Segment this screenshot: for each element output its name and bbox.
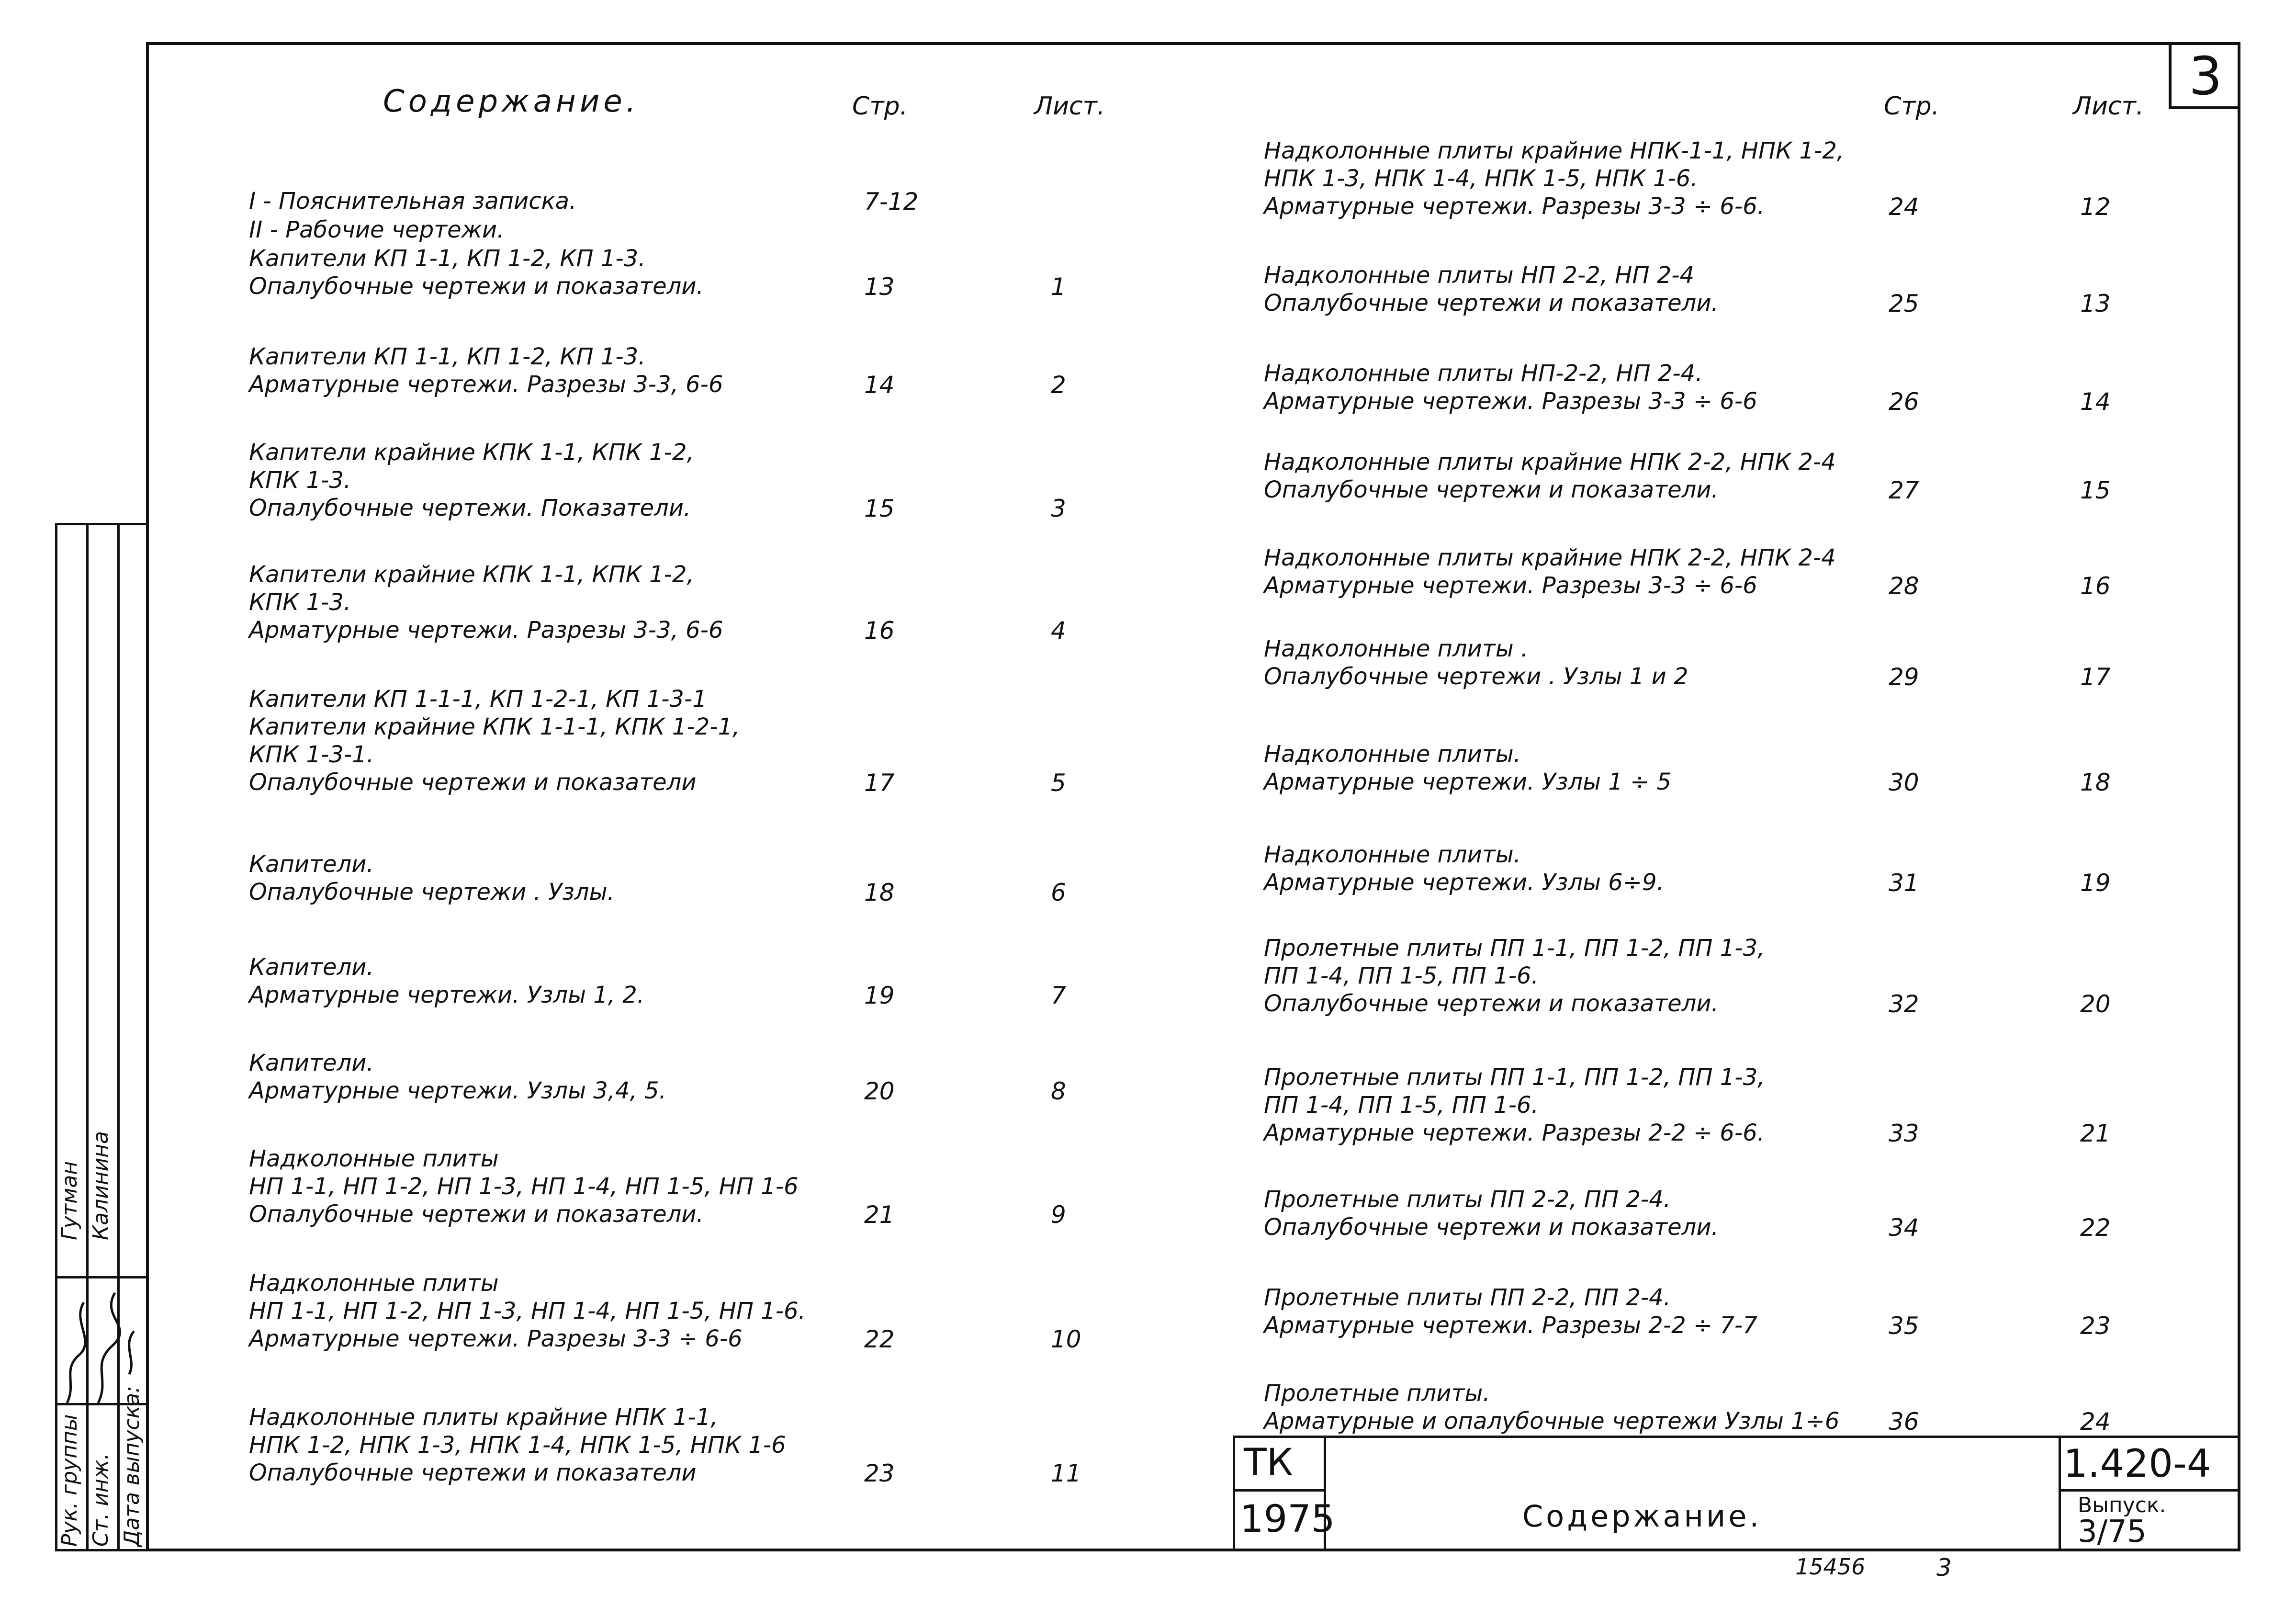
right-entry-3-line-1: Опалубочные чертежи и показатели. <box>1264 476 1719 503</box>
sheet-number: 3 <box>2189 45 2222 107</box>
stamp-divider-left <box>1233 1436 1235 1551</box>
right-entry-8-line-1: ПП 1-4, ПП 1-5, ПП 1-6. <box>1264 962 1539 989</box>
left-entry-10-line-1: НП 1-1, НП 1-2, НП 1-3, НП 1-4, НП 1-5, НП 1-6 <box>249 1173 799 1200</box>
left-entry-5-sheet: 4 <box>1051 617 1066 645</box>
right-entry-12-page: 36 <box>1889 1408 1919 1436</box>
left-entry-7-line-1: Опалубочные чертежи . Узлы. <box>249 879 615 905</box>
side-table-name-2: Калинина <box>89 1131 113 1240</box>
left-entry-3-page: 14 <box>864 371 895 399</box>
left-col-sheet-header: Лист. <box>1034 92 1105 121</box>
side-table-name-1: Гутман <box>57 1161 82 1240</box>
left-entry-3-line-0: Капители КП 1-1, КП 1-2, КП 1-3. <box>249 343 646 370</box>
right-entry-7-line-1: Арматурные чертежи. Узлы 6÷9. <box>1264 869 1664 896</box>
right-entry-9-sheet: 21 <box>2080 1120 2111 1147</box>
stamp-year: 1975 <box>1240 1498 1335 1541</box>
left-entry-10-line-0: Надколонные плиты <box>249 1145 499 1172</box>
right-entry-8-page: 32 <box>1889 990 1919 1018</box>
left-entry-8-line-0: Капители. <box>249 954 374 981</box>
left-entry-7-line-0: Капители. <box>249 851 374 878</box>
left-entry-5-page: 16 <box>864 617 895 645</box>
left-entry-4-line-1: КПК 1-3. <box>249 467 351 494</box>
right-entry-11-line-0: Пролетные плиты ПП 2-2, ПП 2-4. <box>1264 1284 1671 1311</box>
left-entry-6-line-0: Капители КП 1-1-1, КП 1-2-1, КП 1-3-1 <box>249 686 707 713</box>
left-entry-4-line-0: Капители крайние КПК 1-1, КПК 1-2, <box>249 439 694 466</box>
stamp-title: Содержание. <box>1522 1499 1762 1534</box>
left-entry-9-line-0: Капители. <box>249 1050 374 1076</box>
right-entry-1-line-0: Надколонные плиты НП 2-2, НП 2-4 <box>1264 262 1695 289</box>
right-entry-5-page: 29 <box>1889 663 1919 691</box>
right-entry-0-sheet: 12 <box>2080 193 2111 221</box>
left-entry-6-page: 17 <box>864 769 895 797</box>
right-entry-0-page: 24 <box>1889 193 1919 221</box>
right-entry-1-page: 25 <box>1889 290 1919 317</box>
left-entry-5-line-2: Арматурные чертежи. Разрезы 3-3, 6-6 <box>249 617 723 644</box>
right-entry-4-line-1: Арматурные чертежи. Разрезы 3-3 ÷ 6-6 <box>1264 572 1757 599</box>
stamp-code: 1.420-4 <box>2063 1441 2211 1486</box>
left-entry-4-sheet: 3 <box>1051 495 1066 522</box>
left-entry-3-line-1: Арматурные чертежи. Разрезы 3-3, 6-6 <box>249 371 723 398</box>
left-entry-4-line-2: Опалубочные чертежи. Показатели. <box>249 495 691 521</box>
left-entry-6-line-1: Капители крайние КПК 1-1-1, КПК 1-2-1, <box>249 713 740 740</box>
right-entry-11-line-1: Арматурные чертежи. Разрезы 2-2 ÷ 7-7 <box>1264 1312 1757 1339</box>
left-entry-2-line-0: Капители КП 1-1, КП 1-2, КП 1-3. <box>249 245 646 272</box>
right-entry-3-sheet: 15 <box>2080 476 2111 504</box>
right-entry-2-page: 26 <box>1889 388 1919 416</box>
left-entry-9-sheet: 8 <box>1051 1077 1066 1105</box>
right-entry-10-line-0: Пролетные плиты ПП 2-2, ПП 2-4. <box>1264 1186 1671 1213</box>
left-entry-9-line-1: Арматурные чертежи. Узлы 3,4, 5. <box>249 1077 666 1104</box>
left-entry-11-line-1: НП 1-1, НП 1-2, НП 1-3, НП 1-4, НП 1-5, НП 1-6. <box>249 1298 806 1324</box>
right-entry-1-sheet: 13 <box>2080 290 2111 317</box>
right-entry-12-line-1: Арматурные и опалубочные чертежи Узлы 1÷6 <box>1264 1408 1840 1435</box>
left-entry-10-line-2: Опалубочные чертежи и показатели. <box>249 1201 704 1228</box>
archive-number: 15456 <box>1795 1554 1866 1580</box>
right-entry-4-sheet: 16 <box>2080 572 2111 600</box>
right-entry-8-sheet: 20 <box>2080 990 2111 1018</box>
right-entry-12-line-0: Пролетные плиты. <box>1264 1380 1490 1407</box>
left-entry-7-page: 18 <box>864 879 895 906</box>
page-number: 3 <box>1936 1554 1952 1582</box>
left-entry-12-sheet: 11 <box>1051 1459 1081 1487</box>
right-entry-2-line-1: Арматурные чертежи. Разрезы 3-3 ÷ 6-6 <box>1264 388 1757 415</box>
left-entry-9-page: 20 <box>864 1077 895 1105</box>
left-entry-0-page: 7-12 <box>864 188 919 215</box>
right-entry-11-sheet: 23 <box>2080 1312 2111 1340</box>
right-entry-8-line-0: Пролетные плиты ПП 1-1, ПП 1-2, ПП 1-3, <box>1264 935 1765 961</box>
right-entry-7-sheet: 19 <box>2080 869 2111 897</box>
right-entry-5-line-1: Опалубочные чертежи . Узлы 1 и 2 <box>1264 663 1688 690</box>
left-entry-12-page: 23 <box>864 1459 895 1487</box>
right-entry-8-line-2: Опалубочные чертежи и показатели. <box>1264 990 1719 1017</box>
stamp-issue: 3/75 <box>2078 1514 2147 1549</box>
left-entry-6-line-2: КПК 1-3-1. <box>249 741 374 768</box>
left-entry-11-page: 22 <box>864 1325 895 1353</box>
right-entry-0-line-1: НПК 1-3, НПК 1-4, НПК 1-5, НПК 1-6. <box>1264 165 1698 192</box>
right-col-sheet-header: Лист. <box>2073 92 2144 121</box>
stamp-divider-code <box>2059 1436 2061 1551</box>
right-entry-7-line-0: Надколонные плиты. <box>1264 841 1521 868</box>
right-entry-9-page: 33 <box>1889 1120 1919 1147</box>
left-entry-6-line-3: Опалубочные чертежи и показатели <box>249 769 697 796</box>
right-entry-3-line-0: Надколонные плиты крайние НПК 2-2, НПК 2-4 <box>1264 449 1836 475</box>
left-entry-7-sheet: 6 <box>1051 879 1066 906</box>
left-entry-1-line-0: II - Рабочие чертежи. <box>249 216 505 243</box>
right-entry-6-page: 30 <box>1889 769 1919 796</box>
left-entry-8-sheet: 7 <box>1051 982 1066 1009</box>
left-entry-10-page: 21 <box>864 1201 895 1229</box>
right-entry-10-sheet: 22 <box>2080 1214 2111 1242</box>
left-entry-8-line-1: Арматурные чертежи. Узлы 1, 2. <box>249 982 645 1008</box>
left-entry-12-line-1: НПК 1-2, НПК 1-3, НПК 1-4, НПК 1-5, НПК 1-6 <box>249 1432 786 1459</box>
stamp-mid-line-left <box>1233 1489 1324 1492</box>
stamp-mid-line-right <box>2059 1489 2240 1492</box>
right-col-page-header: Стр. <box>1884 92 1940 121</box>
stamp-issue-label: Выпуск. <box>2078 1493 2166 1517</box>
left-entry-2-page: 13 <box>864 273 895 301</box>
left-entry-11-line-2: Арматурные чертежи. Разрезы 3-3 ÷ 6-6 <box>249 1325 743 1352</box>
side-table-role-1: Рук. группы <box>57 1414 82 1547</box>
left-entry-12-line-0: Надколонные плиты крайние НПК 1-1, <box>249 1404 718 1431</box>
right-entry-3-page: 27 <box>1889 476 1919 504</box>
left-entry-5-line-1: КПК 1-3. <box>249 589 351 616</box>
left-entry-11-line-0: Надколонные плиты <box>249 1270 499 1297</box>
right-entry-12-sheet: 24 <box>2080 1408 2111 1436</box>
right-entry-6-sheet: 18 <box>2080 769 2111 796</box>
right-entry-6-line-1: Арматурные чертежи. Узлы 1 ÷ 5 <box>1264 769 1672 795</box>
handwritten-signatures <box>57 1264 144 1408</box>
right-entry-5-line-0: Надколонные плиты . <box>1264 635 1529 662</box>
left-entry-4-page: 15 <box>864 495 895 522</box>
left-entry-3-sheet: 2 <box>1051 371 1066 399</box>
left-entry-2-line-1: Опалубочные чертежи и показатели. <box>249 273 704 300</box>
right-entry-11-page: 35 <box>1889 1312 1919 1340</box>
right-entry-6-line-0: Надколонные плиты. <box>1264 741 1521 768</box>
right-entry-4-line-0: Надколонные плиты крайние НПК 2-2, НПК 2-4 <box>1264 544 1836 571</box>
left-entry-12-line-2: Опалубочные чертежи и показатели <box>249 1459 697 1486</box>
side-table-role-2: Ст. инж. <box>89 1453 113 1547</box>
stamp-org: ТК <box>1244 1441 1294 1484</box>
right-entry-5-sheet: 17 <box>2080 663 2111 691</box>
left-entry-5-line-0: Капители крайние КПК 1-1, КПК 1-2, <box>249 561 694 588</box>
left-entry-0-line-0: I - Пояснительная записка. <box>249 188 577 215</box>
right-entry-1-line-1: Опалубочные чертежи и показатели. <box>1264 290 1719 317</box>
side-table-role-3: Дата выпуска: <box>120 1386 144 1547</box>
right-entry-9-line-1: ПП 1-4, ПП 1-5, ПП 1-6. <box>1264 1092 1539 1119</box>
left-entry-2-sheet: 1 <box>1051 273 1066 301</box>
page-title: Содержание. <box>383 84 640 119</box>
stamp-top-line <box>1233 1436 2240 1438</box>
right-entry-7-page: 31 <box>1889 869 1919 897</box>
right-entry-9-line-2: Арматурные чертежи. Разрезы 2-2 ÷ 6-6. <box>1264 1120 1765 1146</box>
left-entry-6-sheet: 5 <box>1051 769 1066 797</box>
left-entry-8-page: 19 <box>864 982 895 1009</box>
right-entry-10-page: 34 <box>1889 1214 1919 1242</box>
left-entry-11-sheet: 10 <box>1051 1325 1081 1353</box>
right-entry-0-line-0: Надколонные плиты крайние НПК-1-1, НПК 1-2, <box>1264 137 1845 164</box>
right-entry-10-line-1: Опалубочные чертежи и показатели. <box>1264 1214 1719 1241</box>
left-col-page-header: Стр. <box>852 92 908 121</box>
right-entry-0-line-2: Арматурные чертежи. Разрезы 3-3 ÷ 6-6. <box>1264 193 1765 220</box>
right-entry-2-line-0: Надколонные плиты НП-2-2, НП 2-4. <box>1264 360 1703 387</box>
left-entry-10-sheet: 9 <box>1051 1201 1066 1229</box>
right-entry-2-sheet: 14 <box>2080 388 2111 416</box>
right-entry-9-line-0: Пролетные плиты ПП 1-1, ПП 1-2, ПП 1-3, <box>1264 1064 1765 1091</box>
right-entry-4-page: 28 <box>1889 572 1919 600</box>
